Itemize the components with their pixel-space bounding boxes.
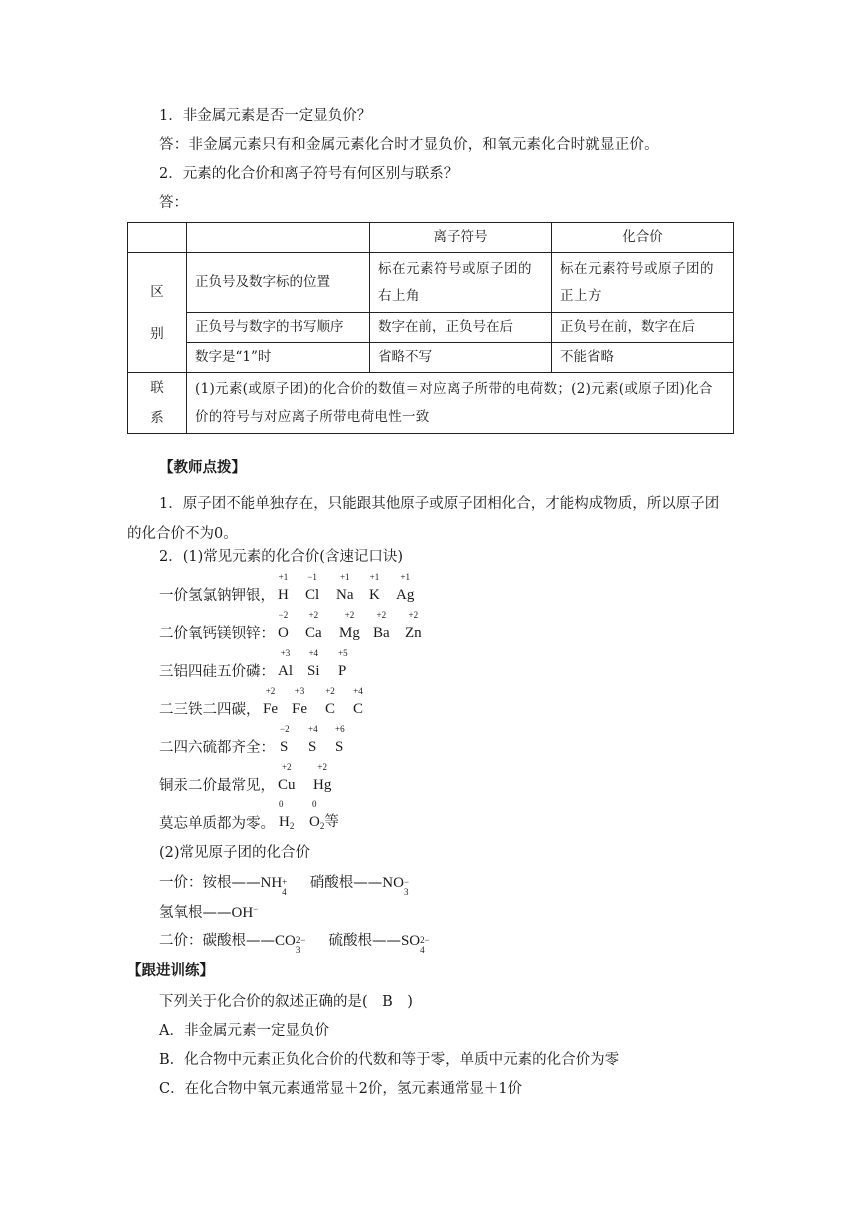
- element-symbol: +2 Cu: [278, 762, 296, 793]
- valence-row-3: 三铝四硅五价磷： +3 Al +4 Si +5 P: [159, 648, 348, 680]
- question-2: 2．元素的化合价和离子符号有何区别与联系？: [159, 166, 459, 182]
- groups-line-2: 氢氧根——OH−: [159, 904, 259, 921]
- valence-row-2: 二价氧钙镁钡锌： −2 O +2 Ca +2 Mg +2 Ba +2 Zn: [159, 610, 422, 642]
- table-cell: 不能省略: [552, 343, 734, 373]
- answer-1: 答：非金属元素只有和金属元素化合时才显负价，和氧元素化合时就显正价。: [159, 137, 659, 153]
- table-row: [128, 313, 734, 343]
- valence-row-5: 二四六硫都齐全： −2 S +4 S +6 S: [159, 724, 345, 756]
- element-symbol: +2 Hg: [313, 762, 332, 793]
- teacher-paragraph-2: 2．(1)常见元素的化合价(含速记口诀): [159, 549, 404, 565]
- valence-row-1: 一价氢氯钠钾银， +1 H −1 Cl +1 Na +1 K +1 Ag: [159, 572, 415, 604]
- element-symbol: −1 Cl: [305, 572, 320, 603]
- question-1: 1．非金属元素是否一定显负价？: [159, 108, 372, 124]
- teacher-paragraph-1: 1．原子团不能单独存在，只能跟其他原子或原子团相化合，才能构成物质，所以原子团的化合价不为0。: [127, 496, 720, 542]
- sulfate-formula: SO 2− 4: [400, 933, 430, 955]
- element-symbol: +2 Zn: [405, 610, 422, 641]
- valence-row-6: 铜汞二价最常见， +2 Cu +2 Hg: [159, 762, 332, 794]
- option-c: C．在化合物中氧元素通常显＋2价，氢元素通常显＋1价: [159, 1081, 523, 1097]
- element-symbol: +2 C: [325, 686, 336, 717]
- answer-2-label: 答：: [159, 195, 188, 211]
- table-cell: 省略不写: [370, 343, 552, 373]
- practice-question: 下列关于化合价的叙述正确的是( B ): [159, 994, 413, 1010]
- link-text: (1)元素(或原子团)的化合价的数值＝对应离子所带的电荷数；(2)元素(或原子团)化合价的符号与对应离子所带电荷电性一致: [187, 373, 734, 434]
- table-cell: 正负号及数字标的位置: [187, 253, 370, 313]
- groups-heading: (2)常见原子团的化合价: [159, 845, 311, 861]
- element-symbol: −2 S: [280, 724, 290, 755]
- carbonate-formula: CO 2− 3: [275, 933, 306, 955]
- element-symbol: 0 $O_2$等: [309, 799, 339, 831]
- ammonium-formula: NH + 4: [260, 875, 288, 897]
- valence-row-4: 二三铁二四碳， +2 Fe +3 Fe +2 C +4 C: [159, 686, 364, 718]
- table-row: [128, 373, 734, 434]
- element-symbol: +1 Na: [336, 572, 354, 603]
- hydroxide-formula: OH−: [231, 904, 259, 921]
- element-symbol: +1 Ag: [396, 572, 415, 603]
- table-row: [128, 253, 734, 313]
- teacher-heading: 【教师点拨】: [159, 459, 246, 476]
- table-row: [128, 343, 734, 373]
- header-blank-1: [128, 223, 187, 253]
- element-symbol: +2 Ba: [373, 610, 390, 641]
- practice-heading: 【跟进训练】: [127, 962, 214, 979]
- option-b: B．化合物中元素正负化合价的代数和等于零，单质中元素的化合价为零: [159, 1052, 620, 1068]
- header-ion-symbol: 离子符号: [370, 223, 552, 253]
- valence-row-7: 莫忘单质都为零。 0 $H_2$ 0 $O_2$等: [159, 799, 339, 832]
- nitrate-formula: NO − 3: [382, 875, 410, 897]
- element-symbol: +2 Fe: [263, 686, 278, 717]
- groups-line-3: 二价：碳酸根——CO 2− 3 硫酸根——SO 2− 4: [159, 934, 434, 949]
- table-cell: 正负号在前，数字在后: [552, 313, 734, 343]
- table-cell: 正负号与数字的书写顺序: [187, 313, 370, 343]
- element-symbol: +4 Si: [307, 648, 320, 679]
- element-symbol: +1 K: [369, 572, 380, 603]
- element-symbol: +2 Ca: [305, 610, 322, 641]
- option-a: A．非金属元素一定显负价: [159, 1023, 329, 1039]
- element-symbol: +4 C: [353, 686, 364, 717]
- table-cell: 数字在前，正负号在后: [370, 313, 552, 343]
- element-symbol: +3 Fe: [292, 686, 307, 717]
- table-cell: 标在元素符号或原子团的右上角: [370, 253, 552, 313]
- element-symbol: +5 P: [338, 648, 348, 679]
- table-header-row: [128, 223, 734, 253]
- element-symbol: +3 Al: [278, 648, 293, 679]
- table-cell: 标在元素符号或原子团的正上方: [552, 253, 734, 313]
- link-label: 联 系: [128, 373, 187, 434]
- element-symbol: +4 S: [308, 724, 318, 755]
- groups-line-1: 一价：铵根——NH + 4 硝酸根——NO − 3: [159, 876, 413, 891]
- diff-label: 区 别: [128, 253, 187, 373]
- element-symbol: +1 H: [278, 572, 289, 603]
- header-blank-2: [187, 223, 370, 253]
- element-symbol: 0 $H_2$: [279, 799, 295, 831]
- element-symbol: +6 S: [335, 724, 345, 755]
- comparison-table: [127, 222, 734, 434]
- element-symbol: −2 O: [278, 610, 289, 641]
- table-cell: 数字是“1”时: [187, 343, 370, 373]
- element-symbol: +2 Mg: [339, 610, 360, 641]
- header-valence: 化合价: [552, 223, 734, 253]
